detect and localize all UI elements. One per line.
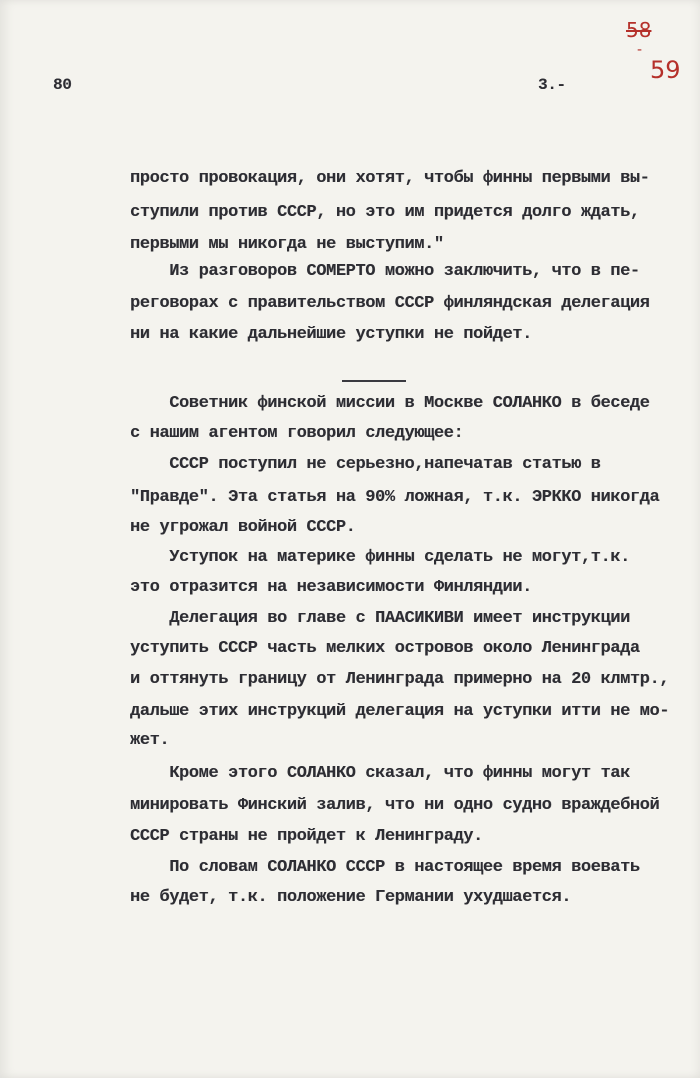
text-line: уступить СССР часть мелких островов около Ленинграда — [130, 639, 640, 658]
text-line: СССР поступил не серьезно,напечатав статью в — [130, 455, 601, 474]
text-line: Кроме этого СОЛАНКО сказал, что финны могут так — [130, 764, 630, 783]
text-line: Советник финской миссии в Москве СОЛАНКО в беседе — [130, 394, 650, 413]
text-line: СССР страны не пройдет к Ленинграду. — [130, 827, 483, 846]
document-code: 80 — [53, 76, 72, 94]
text-line: дальше этих инструкций делегация на уступки итти не мо- — [130, 702, 670, 721]
archive-old-page-number: 58 — [626, 18, 652, 42]
text-line: ни на какие дальнейшие уступки не пойдет. — [130, 325, 532, 344]
text-line: просто провокация, они хотят, чтобы финны первыми вы- — [130, 169, 650, 188]
text-line: "Правде". Эта статья на 90% ложная, т.к. ЭРККО никогда — [130, 488, 660, 507]
text-line: Уступок на материке финны сделать не могут,т.к. — [130, 548, 630, 567]
text-line: с нашим агентом говорил следующее: — [130, 424, 464, 443]
text-line: не угрожал войной СССР. — [130, 518, 356, 537]
text-line: реговорах с правительством СССР финляндская делегация — [130, 294, 650, 313]
text-line: Делегация во главе с ПААСИКИВИ имеет инструкции — [130, 609, 630, 628]
text-line: минировать Финский залив, что ни одно судно враждебной — [130, 796, 660, 815]
page-number: 3.- — [538, 76, 566, 94]
section-separator — [342, 380, 406, 382]
text-line: и оттянуть границу от Ленинграда примерно на 20 клмтр., — [130, 670, 670, 689]
text-line: Из разговоров СОМЕРТО можно заключить, что в пе- — [130, 262, 640, 281]
text-line: По словам СОЛАНКО СССР в настоящее время воевать — [130, 858, 640, 877]
text-line: первыми мы никогда не выступим." — [130, 235, 444, 254]
archive-dash-mark: - — [637, 42, 643, 58]
text-line: жет. — [130, 731, 170, 750]
archive-new-page-number: 59 — [650, 56, 681, 84]
text-line: не будет, т.к. положение Германии ухудшается. — [130, 888, 572, 907]
text-line: ступили против СССР, но это им придется долго ждать, — [130, 203, 640, 222]
text-line: это отразится на независимости Финляндии. — [130, 578, 532, 597]
